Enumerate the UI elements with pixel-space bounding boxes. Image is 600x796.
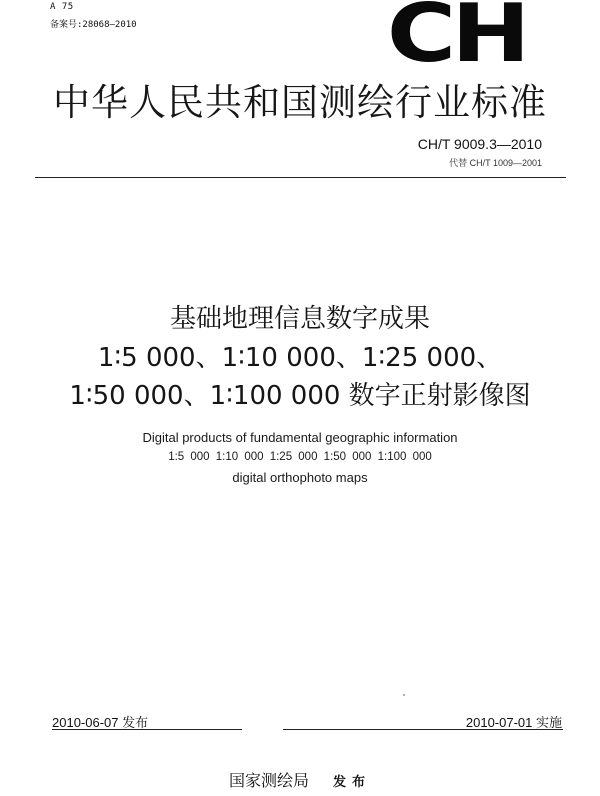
header-divider — [35, 177, 566, 178]
filing-number: 备案号:28068—2010 — [50, 20, 137, 30]
publisher-verb: 发布 — [333, 775, 372, 790]
publisher-name: 国家测绘局 — [228, 771, 309, 790]
title-cn-line2: 1∶5 000、1∶10 000、1∶25 000、 — [97, 343, 503, 373]
standard-code: CH/T 9009.3—2010 — [417, 136, 542, 152]
issue-date-underline — [52, 729, 242, 730]
title-cn-line1: 基础地理信息数字成果 — [169, 304, 430, 334]
issue-date: 2010-06-07 发布 — [52, 715, 149, 730]
implementation-date: 2010-07-01 实施 — [465, 715, 562, 730]
publisher-line — [0, 768, 600, 791]
title-cn-line3: 1∶50 000、1∶100 000 数字正射影像图 — [69, 381, 531, 411]
ch-logo: CH — [387, 0, 526, 80]
title-en-line3: digital orthophoto maps — [232, 470, 368, 485]
title-en-line2: 1:5 000 1:10 000 1:25 000 1:50 000 1:100 000 — [168, 451, 432, 463]
title-en-line1: Digital products of fundamental geographic information — [142, 430, 458, 445]
replaces-note: 代替 CH/T 1009—2001 — [449, 158, 542, 168]
classification-number: A 75 — [50, 2, 74, 12]
standard-category-heading: 中华人民共和国测绘行业标准 — [53, 81, 547, 124]
scan-speck — [403, 694, 405, 696]
implementation-date-underline — [283, 729, 563, 730]
